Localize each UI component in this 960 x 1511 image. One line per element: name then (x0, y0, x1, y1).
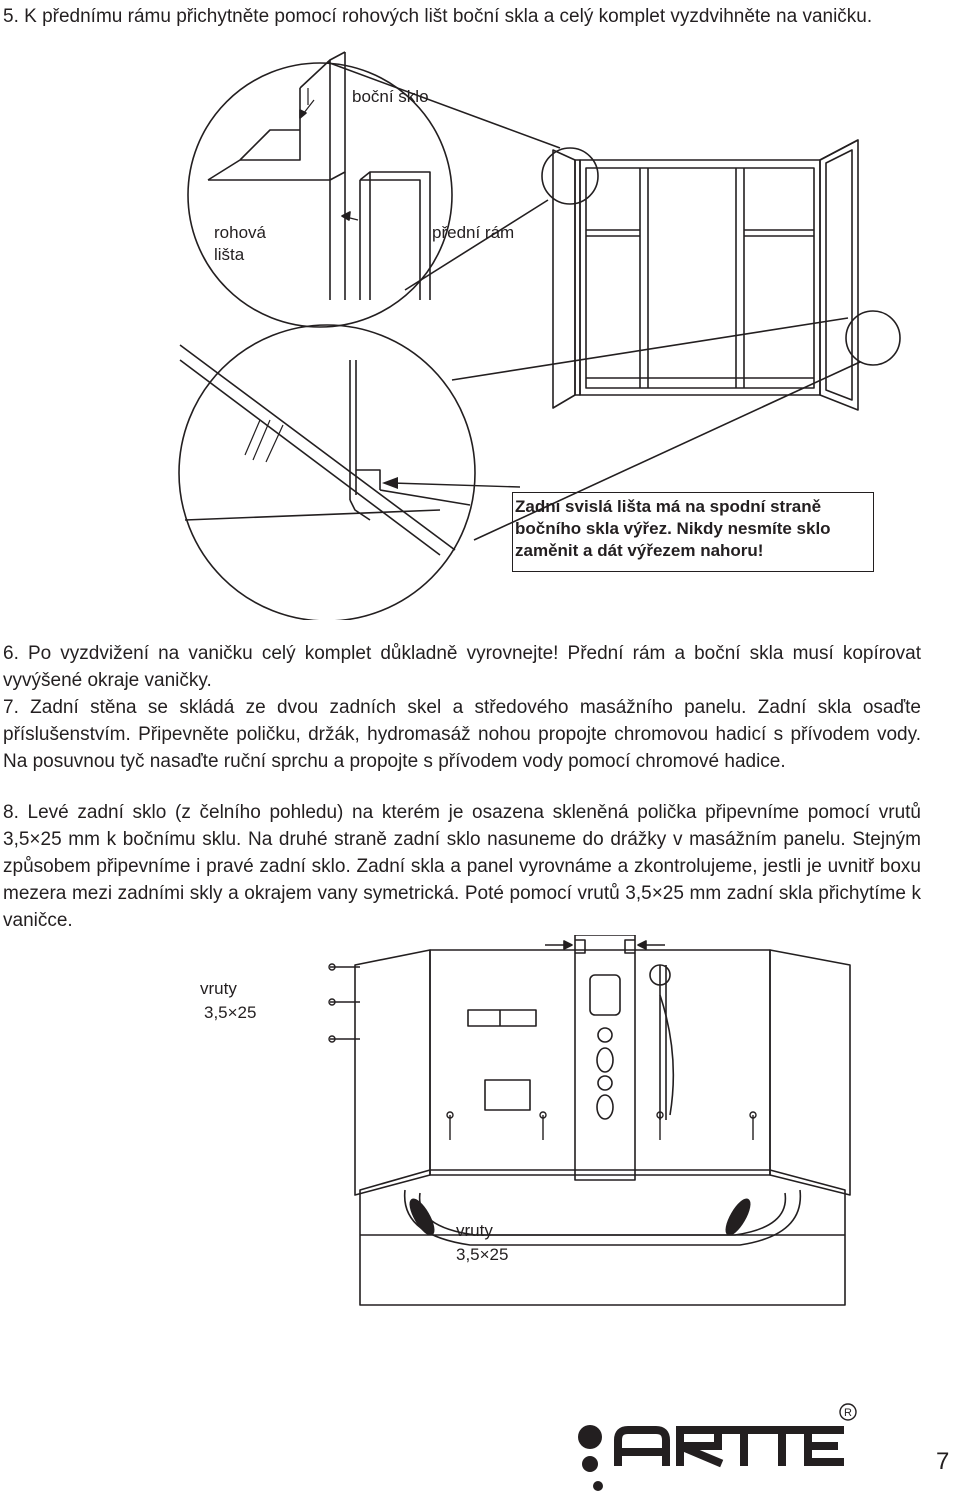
artec-logo (568, 1400, 868, 1505)
label-bocni-sklo: boční sklo (352, 87, 429, 106)
note-box (512, 492, 874, 572)
label-rohova: rohová (214, 223, 266, 242)
note-text: Zadní svislá lišta má na spodní straně bočního skla výřez. Nikdy nesmíte sklo zaměnit a dát výřezem nahoru! (515, 497, 831, 560)
label-vruty-1: vruty (200, 979, 237, 998)
label-vruty-2: vruty (456, 1221, 493, 1240)
bathtub (360, 1170, 845, 1305)
shelf (468, 1010, 536, 1026)
step-6-text: 6. Po vyzdvižení na vaničku celý komplet důkladně vyrovnejte! Přední rám a boční skla musí kopírovat vyvýšené okraje vaničky. (3, 643, 921, 691)
detail-circle-top (542, 148, 598, 204)
page-number: 7 (936, 1448, 950, 1475)
figure-back-wall (0, 935, 960, 1325)
screws-bottom (447, 1112, 756, 1140)
zoom-circle-bottom (179, 325, 475, 620)
step-8-text: 8. Levé zadní sklo (z čelního pohledu) na kterém je osazena skleněná polička připevníme pomocí vrutů 3,5×25 mm k bočnímu sklu. Na druhé straně zadní sklo nasuneme do drážky v masážním panelu. Stejným způsobem připevníme i pravé zadní sklo. Zadní skla a panel vyrovnáme a zkontrolujeme, jestli je uvnitř boxu mezera mezi zadními skly a okrajem vany symetrická. Poté pomocí vrutů 3,5×25 mm zadní skla přichytíme k vaničce. (3, 802, 921, 931)
step-5-text: 5. K přednímu rámu přichytněte pomocí rohových lišt boční skla a celý komplet vyzdvihněte na vaničku. (3, 6, 873, 27)
step-7-text: 7. Zadní stěna se skládá ze dvou zadních skel a středového masážního panelu. Zadní skla osaďte příslušenstvím. Připevněte poličku, držák, hydromasáž nohou propojte chromovou hadicí s přívodem vody. Na posuvnou tyč nasaďte ruční sprchu a propojte s přívodem vody pomocí chromové hadice. (3, 697, 921, 772)
right-side-glass (770, 950, 850, 1195)
frame-front (580, 160, 820, 395)
label-lista: lišta (214, 245, 245, 264)
label-predni-ram: přední rám (432, 223, 515, 242)
detail-circle-bottom (846, 311, 900, 365)
left-side-glass (355, 950, 430, 1195)
frame-left-panel (553, 150, 575, 408)
label-size-2: 3,5×25 (456, 1245, 509, 1264)
svg-text:R: R (844, 1407, 852, 1419)
label-size-1: 3,5×25 (204, 1003, 257, 1022)
massage-panel (575, 935, 635, 1180)
